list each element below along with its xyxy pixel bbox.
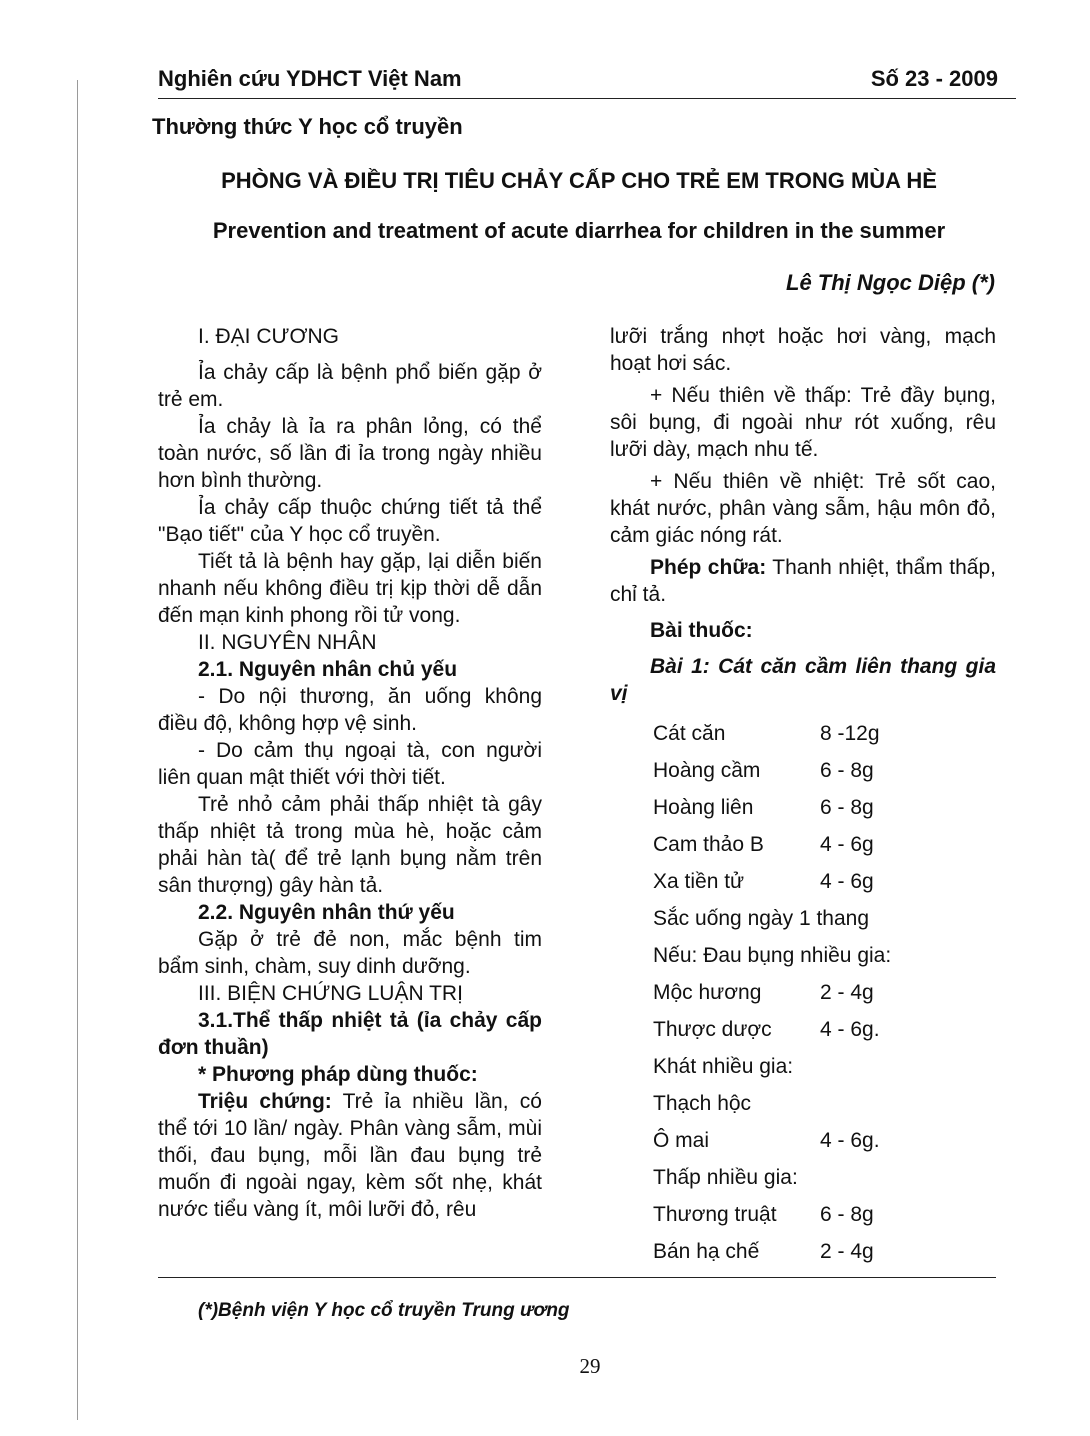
herb-name: Thương truật: [653, 1203, 777, 1226]
herb-row: [653, 974, 996, 1011]
text-trieu-chung: Trẻ ỉa nhiều lần, có thể tới 10 lần/ ngày. Phân vàng sẫm, mùi thối, đau bụng, mỗi lần đau bụng trẻ muốn đi ngoài ngay, kèm sốt nhẹ, khát nước tiểu vàng ít, môi lưỡi đỏ, rêu: [158, 1090, 542, 1221]
herb-row: [653, 900, 996, 937]
heading-nguyen-nhan-thu-yeu: 2.2. Nguyên nhân thứ yếu: [198, 901, 455, 924]
paragraph-phep-chua: [610, 554, 996, 608]
paragraph: Trẻ nhỏ cảm phải thấp nhiệt tà gây thấp nhiệt tả trong mùa hè, hoặc cảm phải hàn tà( để trẻ lạnh bụng nằm trên sân thượng) gây hàn tả.: [158, 793, 542, 897]
scan-margin-line: [77, 80, 78, 1420]
herb-list: [653, 715, 996, 1270]
heading-bai-thuoc: Bài thuốc:: [650, 619, 753, 642]
paragraph: Ỉa chảy cấp thuộc chứng tiết tả thể "Bạo tiết" của Y học cổ truyền.: [158, 496, 542, 546]
herb-row: [653, 715, 996, 752]
herb-row: [653, 789, 996, 826]
paragraph: + Nếu thiên về thấp: Trẻ đầy bụng, sôi bụng, đi ngoài như rót xuống, rêu lưỡi dày, mạch nhu tế.: [610, 384, 996, 461]
herb-name: Hoàng liên: [653, 796, 754, 819]
herb-name: Xa tiền tử: [653, 870, 745, 893]
herb-row: [653, 1011, 996, 1048]
heading-phuong-phap: * Phương pháp dùng thuốc:: [198, 1063, 478, 1086]
herb-name: Cát căn: [653, 722, 726, 745]
heading-nguyen-nhan: II. NGUYÊN NHÂN: [198, 631, 377, 654]
heading-dai-cuong: I. ĐẠI CƯƠNG: [198, 325, 339, 348]
herb-name: Sắc uống ngày 1 thang: [653, 907, 870, 930]
label-phep-chua: Phép chữa:: [650, 556, 767, 579]
herb-row: [653, 826, 996, 863]
herb-name: Ô mai: [653, 1129, 710, 1152]
issue-number: Số 23 - 2009: [870, 66, 998, 91]
right-column: [610, 323, 996, 1270]
paragraph: lưỡi trắng nhợt hoặc hơi vàng, mạch hoạt hơi sác.: [610, 325, 996, 375]
herb-row: [653, 863, 996, 900]
herb-dose: 4 - 6g: [820, 870, 874, 893]
journal-name: Nghiên cứu YDHCT Việt Nam: [158, 66, 462, 91]
herb-dose: 2 - 4g: [820, 1240, 874, 1263]
paragraph: Tiết tả là bệnh hay gặp, lại diễn biến nhanh nếu không điều trị kịp thời dễ dẫn đến mạn kinh phong rồi tử vong.: [158, 550, 542, 627]
paragraph: - Do cảm thụ ngoại tà, con người liên quan mật thiết với thời tiết.: [158, 739, 542, 789]
heading-bien-chung-luan-tri: III. BIỆN CHỨNG LUẬN TRỊ: [198, 982, 463, 1005]
paragraph: Gặp ở trẻ đẻ non, mắc bệnh tim bẩm sinh, chàm, suy dinh dưỡng.: [158, 928, 542, 978]
herb-dose: 6 - 8g: [820, 1203, 874, 1226]
heading-nguyen-nhan-chu-yeu: 2.1. Nguyên nhân chủ yếu: [198, 658, 458, 681]
herb-name: Thạch hộc: [653, 1092, 752, 1115]
herb-name: Mộc hương: [653, 981, 762, 1004]
paragraph: - Do nội thương, ăn uống không điều độ, không hợp vệ sinh.: [158, 685, 542, 735]
herb-dose: 4 - 6g: [820, 833, 874, 856]
section-label: Thường thức Y học cổ truyền: [152, 114, 463, 139]
herb-row: [653, 1085, 996, 1122]
herb-dose: 6 - 8g: [820, 759, 874, 782]
herb-row: [653, 937, 996, 974]
herb-row: [653, 1159, 996, 1196]
paragraph: Ỉa chảy cấp là bệnh phổ biến gặp ở trẻ em.: [158, 361, 542, 411]
herb-dose: 4 - 6g.: [820, 1018, 880, 1041]
herb-row: [653, 1122, 996, 1159]
title-english: Prevention and treatment of acute diarrhea for children in the summer: [212, 218, 946, 243]
herb-name: Bán hạ chế: [653, 1240, 760, 1263]
herb-name: Hoàng cầm: [653, 759, 761, 782]
title-vietnamese: PHÒNG VÀ ĐIỀU TRỊ TIÊU CHẢY CẤP CHO TRẺ EM TRONG MÙA HÈ: [221, 168, 937, 193]
running-header: [158, 66, 1016, 99]
herb-dose: 2 - 4g: [820, 981, 874, 1004]
paragraph: Ỉa chảy là ỉa ra phân lỏng, có thể toàn nước, số lần đi ỉa trong ngày nhiều hơn bình thường.: [158, 415, 542, 492]
herb-name: Nếu: Đau bụng nhiều gia:: [653, 944, 892, 967]
heading-bai-1: Bài 1: Cát căn cầm liên thang gia vị: [610, 655, 996, 705]
herb-row: [653, 752, 996, 789]
herb-name: Thấp nhiều gia:: [653, 1166, 798, 1189]
text-phep-chua: Thanh nhiệt, thẩm thấp, chỉ tả.: [610, 556, 997, 606]
footnote-rule: [158, 1277, 996, 1278]
heading-the-thap-nhiet-ta: 3.1.Thể thấp nhiệt tả (ỉa chảy cấp đơn thuần): [158, 1009, 542, 1059]
herb-dose: 4 - 6g.: [820, 1129, 880, 1152]
left-column: [158, 323, 542, 1223]
herb-name: Khát nhiều gia:: [653, 1055, 794, 1078]
herb-row: [653, 1233, 996, 1270]
herb-row: [653, 1048, 996, 1085]
herb-name: Cam thảo B: [653, 833, 764, 856]
label-trieu-chung: Triệu chứng:: [198, 1090, 332, 1113]
herb-dose: 8 -12g: [820, 722, 880, 745]
paragraph: + Nếu thiên về nhiệt: Trẻ sốt cao, khát nước, phân vàng sẫm, hậu môn đỏ, cảm giác nóng rát.: [610, 470, 996, 547]
page-number: 29: [579, 1354, 601, 1378]
herb-name: Thược dược: [653, 1018, 772, 1041]
footnote: (*)Bệnh viện Y học cổ truyền Trung ương: [198, 1300, 570, 1321]
herb-dose: 6 - 8g: [820, 796, 874, 819]
herb-row: [653, 1196, 996, 1233]
author: Lê Thị Ngọc Diệp (*): [786, 270, 995, 295]
paragraph-trieu-chung: [158, 1088, 542, 1223]
